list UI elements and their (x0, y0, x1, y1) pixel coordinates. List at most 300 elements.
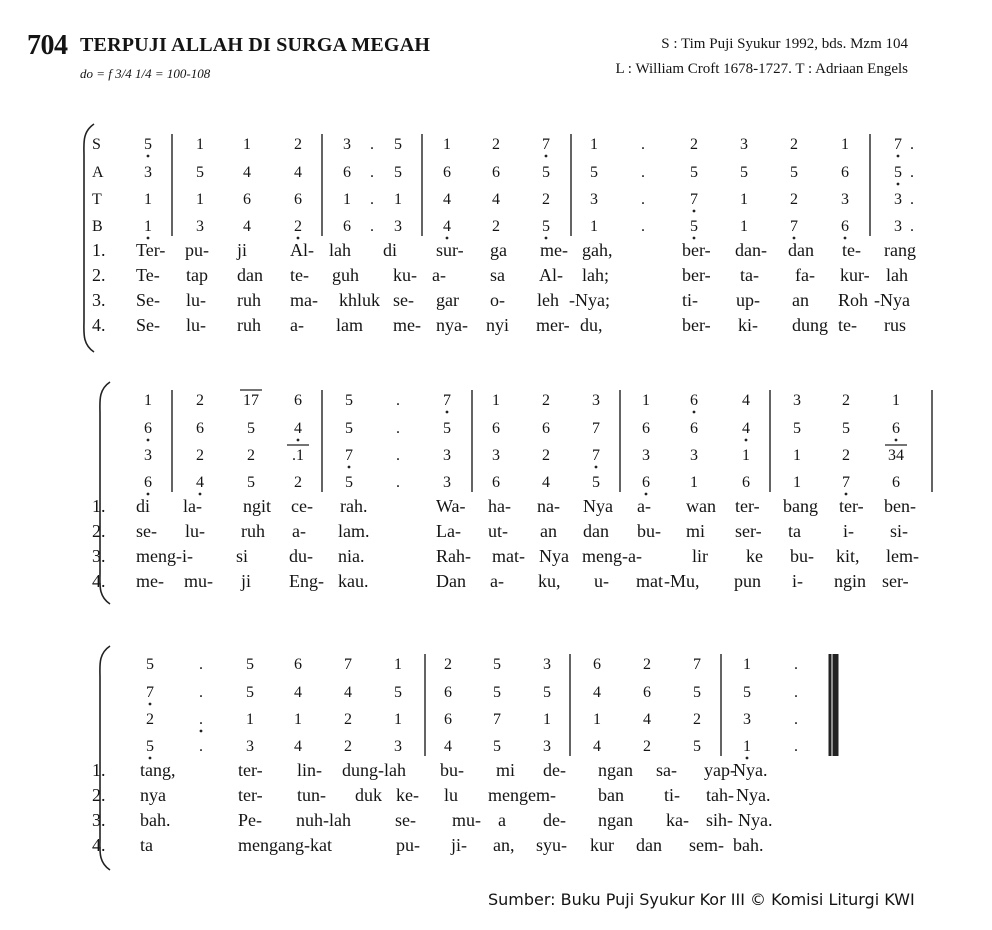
voice-label-t: T (92, 191, 102, 208)
note: 4 (742, 420, 750, 437)
lyric-syllable: Te- (136, 265, 160, 285)
lyric-syllable: si- (890, 521, 908, 541)
lyric-syllable: ser- (735, 521, 762, 541)
lyric-syllable: la- (183, 496, 202, 516)
lyric-syllable: dan (636, 835, 662, 855)
note: 4 (443, 191, 451, 208)
voice-line (0, 392, 992, 419)
note: 1 (394, 711, 402, 728)
lyric-syllable: an, (493, 835, 515, 855)
lyric-syllable: an (540, 521, 557, 541)
note: 1 (690, 474, 698, 491)
voice-line (0, 191, 992, 218)
lyric-syllable: de- (543, 760, 566, 780)
note: 4 (294, 738, 302, 755)
note: 5 (146, 656, 154, 673)
note: 6 (892, 474, 900, 491)
lyric-syllable: syu- (536, 835, 567, 855)
lyric-syllable: pun (734, 571, 761, 591)
note: 3 (793, 392, 801, 409)
verse-number: 2. (92, 785, 106, 805)
lyric-syllable: ngin (834, 571, 867, 591)
lyric-syllable: bah. (733, 835, 764, 855)
note: 3 (894, 218, 902, 235)
verse-number: 1. (92, 760, 106, 780)
score-system-3 (0, 656, 992, 876)
note: 5 (493, 656, 501, 673)
note: 2 (492, 218, 500, 235)
voice-line (0, 136, 992, 163)
lyric-syllable: Rah- (436, 546, 471, 566)
note: 5 (842, 420, 850, 437)
lyric-syllable: ngan (598, 810, 633, 830)
lyric-syllable: lah (886, 265, 908, 285)
lyric-syllable: te- (290, 265, 309, 285)
lyric-syllable: ku, (538, 571, 561, 591)
note: 1 (196, 191, 204, 208)
lyric-syllable: a (498, 810, 506, 830)
note: . (396, 420, 400, 437)
lyric-syllable: du- (289, 546, 313, 566)
note: 3 (592, 392, 600, 409)
lyric-syllable: khluk (339, 290, 381, 310)
note: 6 (492, 420, 500, 437)
note: 34 (888, 447, 904, 464)
note: 5 (493, 738, 501, 755)
lyric-syllable: Eng- (289, 571, 324, 591)
note: 1 (593, 711, 601, 728)
note: 1 (343, 191, 351, 208)
lyric-syllable: ta- (740, 265, 759, 285)
lyric-syllable: me- (393, 315, 421, 335)
verse-number: 4. (92, 315, 106, 335)
note: . (199, 738, 203, 755)
note: 6 (841, 164, 849, 181)
lyric-syllable: rang (884, 240, 916, 260)
score-system-2 (0, 392, 992, 612)
note: 3 (144, 447, 152, 464)
lyric-syllable: si (236, 546, 249, 566)
lyric-syllable: ta (788, 521, 801, 541)
note: 7 (345, 447, 353, 464)
lyric-syllable: ser- (882, 571, 909, 591)
note: . (199, 711, 203, 728)
note: . (794, 738, 798, 755)
lyric-syllable: ruh (237, 315, 261, 335)
note: 5 (493, 684, 501, 701)
note: 1 (144, 191, 152, 208)
note: 7 (592, 420, 600, 437)
lyric-syllable: up- (736, 290, 760, 310)
note: 5 (740, 164, 748, 181)
verse-number: 1. (92, 240, 106, 260)
lyric-syllable: ma- (290, 290, 318, 310)
note: 7 (592, 447, 600, 464)
verse-number: 3. (92, 546, 106, 566)
note: 3 (343, 136, 351, 153)
lyric-syllable: bu- (440, 760, 464, 780)
note: 5 (443, 420, 451, 437)
note: . (370, 136, 374, 153)
lyric-syllable: mengang-kat (238, 835, 332, 855)
note: 6 (492, 164, 500, 181)
lyric-syllable: sih- (706, 810, 733, 830)
note: . (199, 656, 203, 673)
note: 7 (344, 656, 352, 673)
note: 3 (394, 738, 402, 755)
lyric-syllable: Al- (539, 265, 563, 285)
note: 4 (344, 684, 352, 701)
verse-number: 4. (92, 571, 106, 591)
note: 1 (742, 447, 750, 464)
note: 1 (590, 136, 598, 153)
note: 2 (294, 218, 302, 235)
note: 4 (593, 684, 601, 701)
note: 7 (894, 136, 902, 153)
lyric-syllable: de- (543, 810, 566, 830)
lyric-syllable: dung (792, 315, 828, 335)
lyric-syllable: lu (444, 785, 459, 805)
lyric-syllable: me- (136, 571, 164, 591)
lyric-syllable: ku- (393, 265, 417, 285)
lyric-syllable: a- (290, 315, 304, 335)
note: 1 (740, 191, 748, 208)
note: 5 (394, 164, 402, 181)
note: 2 (542, 392, 550, 409)
note: 7 (693, 656, 701, 673)
note: 6 (643, 684, 651, 701)
lyric-syllable: di (383, 240, 398, 260)
note: 6 (144, 474, 152, 491)
note: 2 (690, 136, 698, 153)
lyric-syllable: Nya. (738, 810, 773, 830)
note: 1 (492, 392, 500, 409)
note: . (910, 164, 914, 181)
lyric-syllable: Al- (290, 240, 314, 260)
note: 1 (394, 191, 402, 208)
lyric-syllable: Wa- (436, 496, 466, 516)
note: 2 (247, 447, 255, 464)
lyric-syllable: mu- (452, 810, 481, 830)
lyric-syllable: rah. (340, 496, 368, 516)
lyric-syllable: ke- (396, 785, 419, 805)
voice-label-b: B (92, 218, 103, 235)
lyric-syllable: gar (436, 290, 459, 310)
lyric-syllable: guh (332, 265, 359, 285)
note: 5 (345, 420, 353, 437)
lyric-syllable: Dan (436, 571, 466, 591)
note: 2 (693, 711, 701, 728)
note: 5 (146, 738, 154, 755)
lyric-syllable: tang, (140, 760, 176, 780)
note: 7 (690, 191, 698, 208)
lyric-syllable: ruh (237, 290, 261, 310)
note: . (641, 164, 645, 181)
lyric-syllable: ber- (682, 265, 711, 285)
note: .1 (292, 447, 304, 464)
text-credit: S : Tim Puji Syukur 1992, bds. Mzm 104 (661, 36, 908, 52)
voice-line (0, 420, 992, 447)
note: 4 (443, 218, 451, 235)
note: 1 (294, 711, 302, 728)
note: 5 (345, 392, 353, 409)
lyric-syllable: me- (540, 240, 568, 260)
lyric-syllable: duk (355, 785, 382, 805)
note: 6 (841, 218, 849, 235)
hymn-number: 704 (27, 30, 68, 61)
source-credit: Sumber: Buku Puji Syukur Kor III © Komisi Liturgi KWI (488, 890, 915, 909)
lyric-syllable: La- (436, 521, 461, 541)
note: 5 (196, 164, 204, 181)
lyric-syllable: -Nya; (569, 290, 610, 310)
note: 5 (246, 684, 254, 701)
lyric-syllable: a- (432, 265, 446, 285)
note: 5 (690, 164, 698, 181)
note: 5 (894, 164, 902, 181)
lyric-syllable: pu- (396, 835, 420, 855)
hymn-title: TERPUJI ALLAH DI SURGA MEGAH (80, 34, 431, 56)
lyric-syllable: ber- (682, 315, 711, 335)
note: 4 (593, 738, 601, 755)
lyric-syllable: ter- (735, 496, 760, 516)
note: 3 (894, 191, 902, 208)
lyric-syllable: se- (136, 521, 157, 541)
lyric-syllable: rus (884, 315, 906, 335)
lyric-syllable: ban (598, 785, 624, 805)
note: . (641, 218, 645, 235)
lyric-syllable: lin- (297, 760, 322, 780)
note: 1 (743, 656, 751, 673)
note: 5 (394, 684, 402, 701)
lyric-syllable: se- (395, 810, 416, 830)
lyric-syllable: -Mu, (664, 571, 700, 591)
lyric-syllable: Se- (136, 315, 160, 335)
note: 6 (294, 392, 302, 409)
note: 1 (590, 218, 598, 235)
note: 6 (243, 191, 251, 208)
voice-line (0, 711, 992, 738)
note: 1 (243, 136, 251, 153)
note: 2 (344, 738, 352, 755)
note: 1 (394, 656, 402, 673)
lyric-syllable: lir (692, 546, 708, 566)
note: 2 (542, 191, 550, 208)
lyric-syllable: ngan (598, 760, 633, 780)
lyric-syllable: Nya. (736, 785, 771, 805)
lyric-syllable: fa- (795, 265, 815, 285)
note: 2 (790, 191, 798, 208)
note: 5 (542, 164, 550, 181)
lyric-syllable: ki- (738, 315, 758, 335)
note: 5 (247, 474, 255, 491)
note: 3 (394, 218, 402, 235)
lyric-syllable: nia. (338, 546, 365, 566)
lyric-syllable: lah; (582, 265, 609, 285)
note: 3 (841, 191, 849, 208)
lyric-syllable: ti- (682, 290, 698, 310)
note: 5 (592, 474, 600, 491)
note: . (910, 191, 914, 208)
lyric-syllable: dung-lah (342, 760, 406, 780)
note: 2 (542, 447, 550, 464)
lyric-syllable: a- (490, 571, 504, 591)
lyric-syllable: dan (237, 265, 263, 285)
note: 6 (492, 474, 500, 491)
lyric-syllable: tun- (297, 785, 326, 805)
note: 1 (543, 711, 551, 728)
note: . (910, 136, 914, 153)
lyric-syllable: tap (186, 265, 208, 285)
lyric-syllable: ce- (291, 496, 313, 516)
lyric-syllable: mi (686, 521, 706, 541)
note: 7 (842, 474, 850, 491)
note: 6 (892, 420, 900, 437)
lyric-syllable: wan (686, 496, 716, 516)
lyric-syllable: di (136, 496, 151, 516)
note: . (396, 447, 400, 464)
note: 6 (542, 420, 550, 437)
lyric-syllable: mu- (184, 571, 213, 591)
note: 1 (740, 218, 748, 235)
lyric-syllable: sa- (656, 760, 677, 780)
note: 3 (743, 711, 751, 728)
lyric-syllable: i- (792, 571, 803, 591)
voice-label-s: S (92, 136, 101, 153)
lyric-syllable: Se- (136, 290, 160, 310)
lyric-syllable: Ter- (136, 240, 166, 260)
lyric-syllable: a- (637, 496, 651, 516)
lyric-syllable: meng-i- (136, 546, 193, 566)
lyric-syllable: o- (490, 290, 505, 310)
note: 4 (643, 711, 651, 728)
note: 6 (294, 191, 302, 208)
lyric-syllable: ta (140, 835, 153, 855)
note: 4 (444, 738, 452, 755)
song-header (0, 0, 992, 90)
note: 6 (444, 684, 452, 701)
lyric-syllable: te- (842, 240, 861, 260)
lyric-syllable: te- (838, 315, 857, 335)
lyric-syllable: ben- (884, 496, 916, 516)
note: 6 (444, 711, 452, 728)
note: 6 (642, 420, 650, 437)
note: 2 (444, 656, 452, 673)
note: 2 (294, 474, 302, 491)
verse-number: 3. (92, 810, 106, 830)
lyric-syllable: lu- (185, 521, 205, 541)
note: 2 (790, 136, 798, 153)
lyric-syllable: Nya (583, 496, 613, 516)
note: 2 (294, 136, 302, 153)
lyric-syllable: lam (336, 315, 363, 335)
note: 5 (743, 684, 751, 701)
note: 4 (542, 474, 550, 491)
note: 4 (243, 218, 251, 235)
note: 7 (146, 684, 154, 701)
lyric-syllable: bah. (140, 810, 171, 830)
note: 3 (196, 218, 204, 235)
note: 5 (246, 656, 254, 673)
lyric-syllable: ti- (664, 785, 680, 805)
lyric-syllable: ruh (241, 521, 265, 541)
note: 5 (345, 474, 353, 491)
lyric-syllable: mat- (492, 546, 525, 566)
lyric-syllable: ji (241, 571, 252, 591)
note: 2 (146, 711, 154, 728)
note: 1 (246, 711, 254, 728)
lyric-syllable: kau. (338, 571, 369, 591)
note: 3 (690, 447, 698, 464)
note: 1 (144, 392, 152, 409)
lyric-syllable: sa (490, 265, 505, 285)
note: 2 (196, 447, 204, 464)
lyric-syllable: gah, (582, 240, 613, 260)
lyric-syllable: ter- (238, 785, 263, 805)
note: 5 (790, 164, 798, 181)
lyric-syllable: lam. (338, 521, 370, 541)
lyric-syllable: mengem- (488, 785, 556, 805)
verse-number: 2. (92, 521, 106, 541)
note: 7 (493, 711, 501, 728)
note: 2 (344, 711, 352, 728)
note: 4 (243, 164, 251, 181)
note: . (396, 474, 400, 491)
note: 2 (842, 392, 850, 409)
lyric-syllable: ter- (839, 496, 864, 516)
note: 5 (394, 136, 402, 153)
note: 3 (144, 164, 152, 181)
note: 6 (144, 420, 152, 437)
lyric-syllable: ber- (682, 240, 711, 260)
key-tempo-marking: do = f 3/4 1/4 = 100-108 (80, 66, 211, 81)
lyric-syllable: a- (292, 521, 306, 541)
lyric-syllable: bang (783, 496, 818, 516)
lyric-syllable: ha- (488, 496, 511, 516)
note: 5 (793, 420, 801, 437)
note: 6 (443, 164, 451, 181)
note: . (370, 191, 374, 208)
lyric-syllable: ji (237, 240, 248, 260)
verse-number: 4. (92, 835, 106, 855)
note: 7 (443, 392, 451, 409)
note: 3 (543, 656, 551, 673)
lyric-syllable: sem- (689, 835, 724, 855)
note: 5 (590, 164, 598, 181)
note: 2 (196, 392, 204, 409)
note: 5 (144, 136, 152, 153)
note: 2 (643, 738, 651, 755)
lyric-syllable: mat (636, 571, 663, 591)
note: 3 (443, 447, 451, 464)
lyric-syllable: Nya (539, 546, 569, 566)
note: 7 (542, 136, 550, 153)
lyric-syllable: bu- (790, 546, 814, 566)
lyric-syllable: dan (788, 240, 814, 260)
lyric-syllable: lu- (186, 290, 206, 310)
note: 6 (343, 218, 351, 235)
lyric-syllable: lem- (886, 546, 919, 566)
note: 1 (793, 474, 801, 491)
note: 4 (294, 420, 302, 437)
note: 1 (642, 392, 650, 409)
note: 2 (842, 447, 850, 464)
lyric-syllable: Pe- (238, 810, 262, 830)
lyric-syllable: yap- (704, 760, 736, 780)
note: . (794, 656, 798, 673)
note: 5 (543, 684, 551, 701)
lyric-syllable: ga (490, 240, 507, 260)
lyric-syllable: nuh-lah (296, 810, 351, 830)
